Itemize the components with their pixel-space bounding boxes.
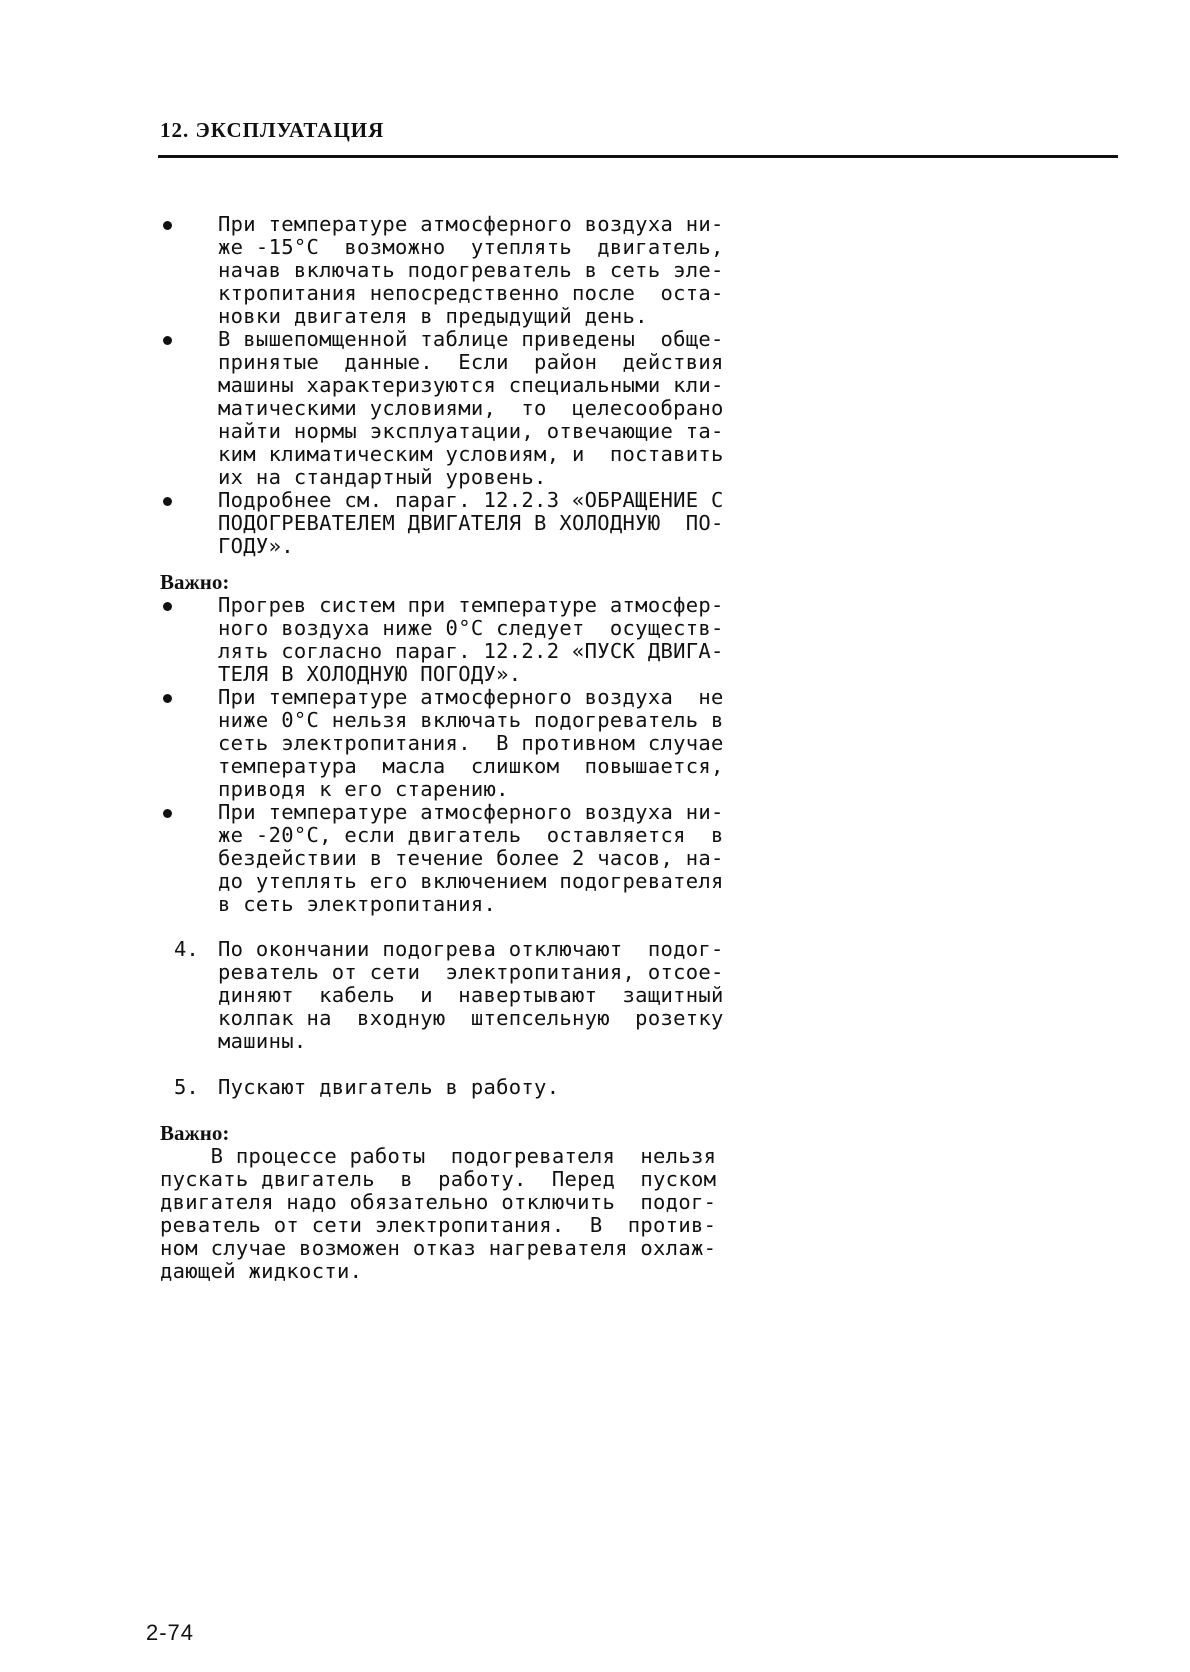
step-item-5 xyxy=(160,1076,800,1099)
bullet-item xyxy=(160,801,800,916)
text-line: реватель от сети электропитания. В против- xyxy=(160,1213,717,1237)
important-block-1 xyxy=(160,571,800,916)
text-line: до утеплять его включением подогревателя xyxy=(218,869,724,893)
text-line: диняют кабель и навертывают защитный xyxy=(218,983,724,1007)
bullet-item xyxy=(160,489,800,558)
text-line: По окончании подогрева отключают подог- xyxy=(218,937,724,961)
text-line: двигателя надо обязательно отключить подог- xyxy=(160,1190,717,1214)
text-line: же -20°С, если двигатель оставляется в xyxy=(218,823,724,847)
step-number: 5. xyxy=(174,1075,199,1099)
text-line: сеть электропитания. В противном случае xyxy=(218,731,724,755)
bullet-dot-icon xyxy=(163,694,172,703)
bullet-item xyxy=(160,328,800,489)
text-line: Прогрев систем при температуре атмосфер- xyxy=(218,593,724,617)
text-line: бездействии в течение более 2 часов, на- xyxy=(218,846,724,870)
text-line: В процессе работы подогревателя нельзя xyxy=(160,1144,717,1168)
text-line: начав включать подогреватель в сеть эле- xyxy=(218,258,724,282)
text-line: температура масла слишком повышается, xyxy=(218,754,724,778)
text-line: же -15°С возможно утеплять двигатель, xyxy=(218,235,724,259)
text-line: машины. xyxy=(218,1029,307,1053)
text-line: ниже 0°С нельзя включать подогреватель в xyxy=(218,708,724,732)
section-header: 12. ЭКСПЛУАТАЦИЯ xyxy=(160,118,385,142)
text-line: реватель от сети электропитания, отсое- xyxy=(218,960,724,984)
text-line: пускать двигатель в работу. Перед пуском xyxy=(160,1167,717,1191)
text-line: колпак на входную штепсельную розетку xyxy=(218,1006,724,1030)
text-line: При температуре атмосферного воздуха ни- xyxy=(218,212,724,236)
text-line: принятые данные. Если район действия xyxy=(218,350,724,374)
text-line: найти нормы эксплуатации, отвечающие та- xyxy=(218,419,724,443)
bullet-dot-icon xyxy=(163,809,172,818)
page-number: 2-74 xyxy=(146,1620,195,1645)
text-line: матическими условиями, то целесообрано xyxy=(218,396,724,420)
text-line: ктропитания непосредственно после оста- xyxy=(218,281,724,305)
text-line: их на стандартный уровень. xyxy=(218,465,547,489)
text-line: ГОДУ». xyxy=(218,534,294,558)
step-number: 4. xyxy=(174,937,199,961)
text-line: В вышепомщенной таблице приведены обще- xyxy=(218,327,724,351)
text-line: ного воздуха ниже 0°С следует осуществ- xyxy=(218,616,724,640)
important-label: Важно: xyxy=(160,1121,230,1145)
text-line: новки двигателя в предыдущий день. xyxy=(218,304,648,328)
bullet-dot-icon xyxy=(163,221,172,230)
bullet-item xyxy=(160,594,800,686)
important-label: Важно: xyxy=(160,570,230,594)
text-line: ким климатическим условиям, и поставить xyxy=(218,442,724,466)
important-block-2 xyxy=(160,1122,800,1283)
text-line: лять согласно параг. 12.2.2 «ПУСК ДВИГА- xyxy=(218,639,724,663)
text-line: ПОДОГРЕВАТЕЛЕМ ДВИГАТЕЛЯ В ХОЛОДНУЮ ПО- xyxy=(218,511,724,535)
text-line: При температуре атмосферного воздуха не xyxy=(218,685,724,709)
bullet-dot-icon xyxy=(163,602,172,611)
step-item-4 xyxy=(160,938,800,1053)
text-line: дающей жидкости. xyxy=(160,1259,363,1283)
text-line: При температуре атмосферного воздуха ни- xyxy=(218,800,724,824)
text-line: приводя к его старению. xyxy=(218,777,509,801)
bullet-item xyxy=(160,213,800,328)
bullet-list-top xyxy=(160,213,800,558)
text-line: Подробнее см. параг. 12.2.3 «ОБРАЩЕНИЕ С xyxy=(218,488,724,512)
bullet-item xyxy=(160,686,800,801)
text-line: Пускают двигатель в работу. xyxy=(218,1075,560,1099)
bullet-dot-icon xyxy=(163,336,172,345)
text-line: ТЕЛЯ В ХОЛОДНУЮ ПОГОДУ». xyxy=(218,662,522,686)
text-line: машины характеризуются специальными кли- xyxy=(218,373,724,397)
header-rule xyxy=(158,155,1118,158)
text-line: ном случае возможен отказ нагревателя охлаж- xyxy=(160,1236,717,1260)
bullet-dot-icon xyxy=(163,497,172,506)
text-line: в сеть электропитания. xyxy=(218,892,497,916)
